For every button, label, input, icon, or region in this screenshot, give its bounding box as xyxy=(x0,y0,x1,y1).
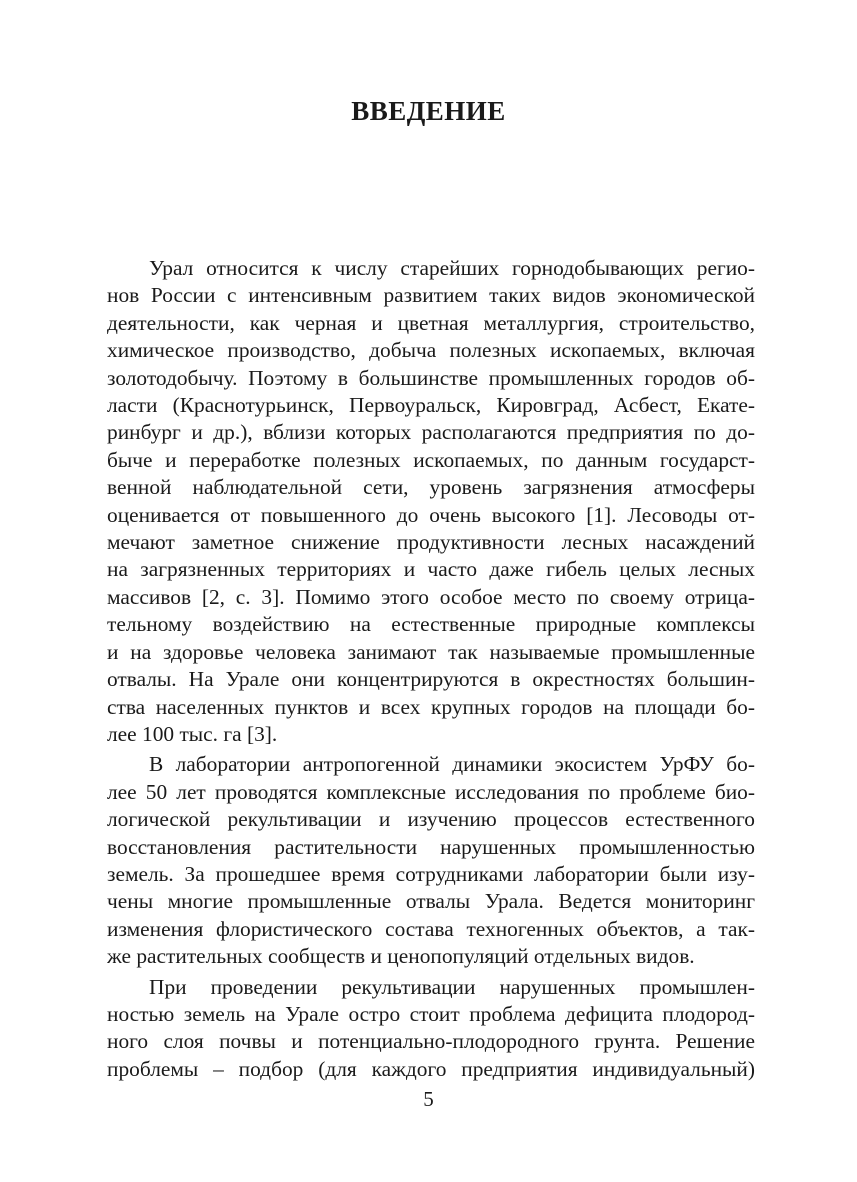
text-line: При проведении рекультивации нарушенных промышлен- xyxy=(149,974,755,999)
text-line: быче и переработке полезных ископаемых, по данным государст- xyxy=(107,447,755,472)
text-line: земель. За прошедшее время сотрудниками лаборатории были изу- xyxy=(107,861,755,886)
text-line: и на здоровье человека занимают так называемые промышленные xyxy=(107,639,755,664)
text-line: нов России с интенсивным развитием таких видов экономической xyxy=(107,283,755,308)
text-line: же растительных сообществ и ценопопуляций отдельных видов. xyxy=(107,944,695,969)
text-line: венной наблюдательной сети, уровень загрязнения атмосферы xyxy=(107,475,755,500)
paragraph xyxy=(107,255,755,748)
text-line: В лаборатории антропогенной динамики экосистем УрФУ бо- xyxy=(149,752,755,777)
paragraph xyxy=(107,751,755,970)
text-line: лее 100 тыс. га [3]. xyxy=(107,721,278,746)
text-line: ринбург и др.), вблизи которых располагаются предприятия по до- xyxy=(107,420,755,445)
text-line: чены многие промышленные отвалы Урала. Ведется мониторинг xyxy=(107,889,755,914)
text-line: логической рекультивации и изучению процессов естественного xyxy=(107,807,755,832)
body-text xyxy=(107,255,755,1083)
text-line: на загрязненных территориях и часто даже гибель целых лесных xyxy=(107,557,755,582)
text-line: лее 50 лет проводятся комплексные исследования по проблеме био- xyxy=(107,779,755,804)
text-line: восстановления растительности нарушенных промышленностью xyxy=(107,834,755,859)
text-line: тельному воздействию на естественные природные комплексы xyxy=(107,612,755,637)
text-line: проблемы – подбор (для каждого предприятия индивидуальный) xyxy=(107,1056,755,1081)
text-line: ностью земель на Урале остро стоит проблема дефицита плодород- xyxy=(107,1001,755,1026)
text-line: деятельности, как черная и цветная металлургия, строительство, xyxy=(107,310,755,335)
text-line: мечают заметное снижение продуктивности лесных насаждений xyxy=(107,530,755,555)
text-line: ства населенных пунктов и всех крупных городов на площади бо- xyxy=(107,694,755,719)
text-line: Урал относится к числу старейших горнодобывающих регио- xyxy=(149,256,755,280)
text-line: ного слоя почвы и потенциально-плодородного грунта. Решение xyxy=(107,1029,755,1054)
text-line: химическое производство, добыча полезных ископаемых, включая xyxy=(107,338,755,363)
page-number: 5 xyxy=(423,1087,434,1111)
text-line: ласти (Краснотурьинск, Первоуральск, Кировград, Асбест, Екате- xyxy=(107,393,755,418)
text-line: массивов [2, с. 3]. Помимо этого особое место по своему отрица- xyxy=(107,584,755,609)
text-line: отвалы. На Урале они концентрируются в окрестностях большин- xyxy=(107,667,755,692)
paragraph xyxy=(107,974,755,1084)
page-title: ВВЕДЕНИЕ xyxy=(351,96,506,126)
text-line: изменения флористического состава техногенных объектов, а так- xyxy=(107,916,755,941)
text-line: оценивается от повышенного до очень высокого [1]. Лесоводы от- xyxy=(107,502,755,527)
text-line: золотодобычу. Поэтому в большинстве промышленных городов об- xyxy=(107,365,755,390)
